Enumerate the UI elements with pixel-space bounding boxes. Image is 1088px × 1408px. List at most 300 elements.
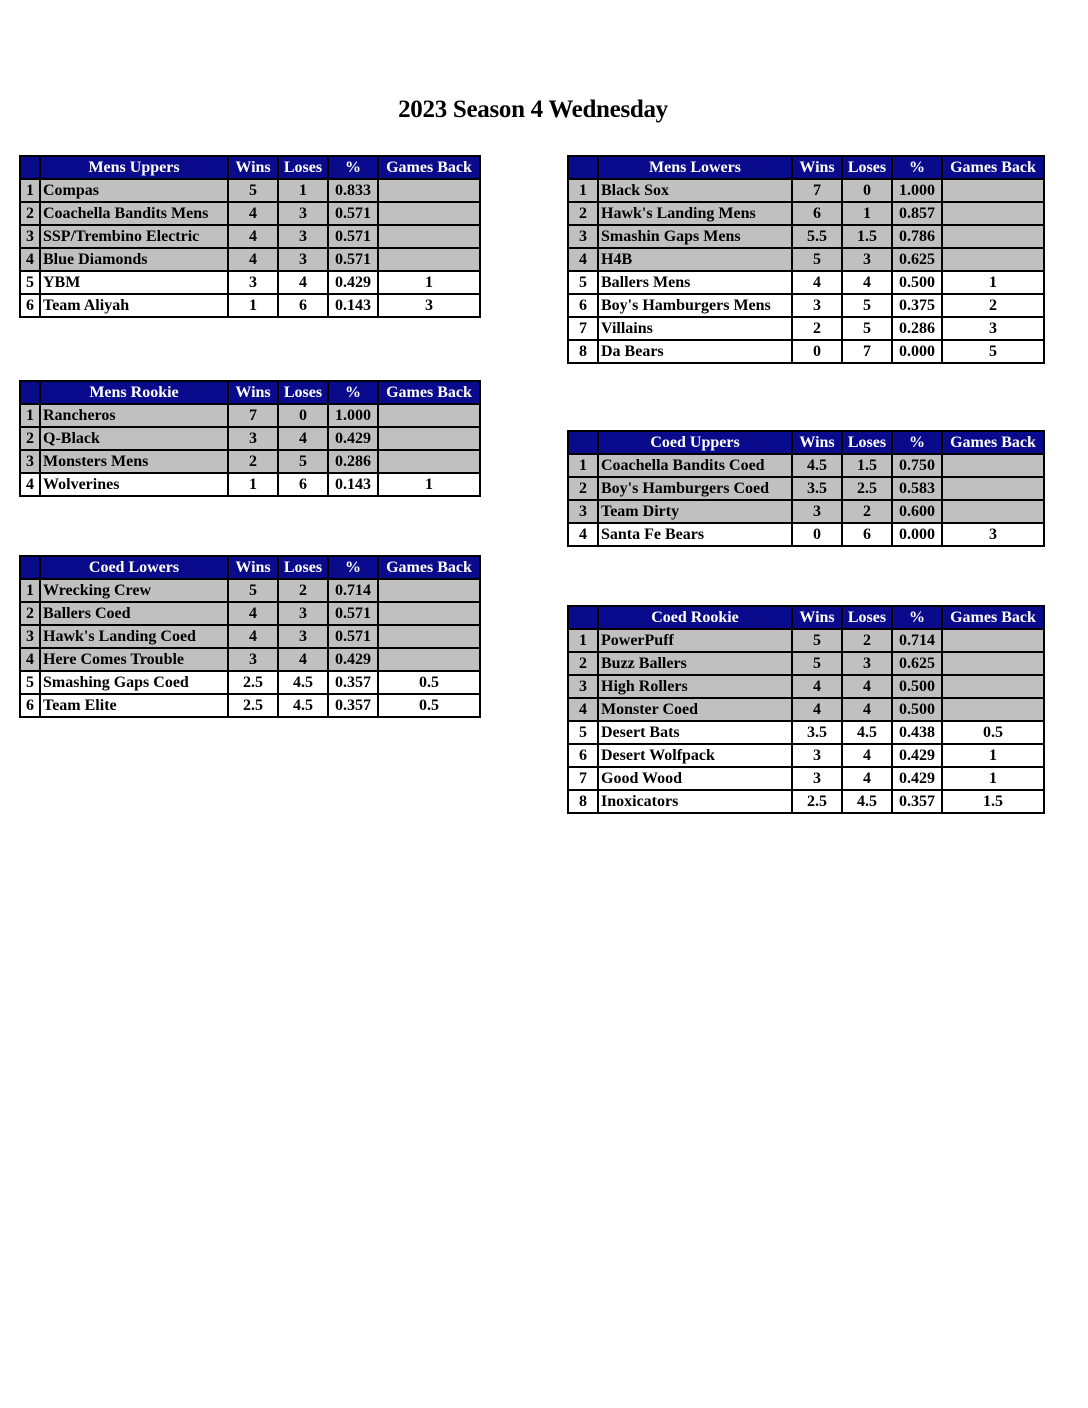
wins-cell: 3 — [228, 648, 278, 671]
rank-cell: 4 — [20, 248, 40, 271]
team-cell: Here Comes Trouble — [40, 648, 228, 671]
wins-cell: 0 — [792, 340, 842, 363]
table-row — [20, 404, 480, 427]
loses-cell: 0 — [842, 179, 892, 202]
rank-cell: 5 — [20, 271, 40, 294]
wins-cell: 5 — [228, 179, 278, 202]
games-back-cell — [378, 648, 480, 671]
rank-cell: 4 — [568, 523, 598, 546]
rank-cell: 8 — [568, 340, 598, 363]
table-row — [20, 625, 480, 648]
loses-cell: 1 — [842, 202, 892, 225]
wins-cell: 3 — [228, 271, 278, 294]
loses-header: Loses — [278, 381, 328, 404]
rank-cell: 3 — [20, 625, 40, 648]
pct-header: % — [892, 431, 942, 454]
loses-cell: 3 — [278, 625, 328, 648]
wins-cell: 5 — [792, 629, 842, 652]
table-row — [20, 648, 480, 671]
pct-cell: 0.286 — [892, 317, 942, 340]
table-row — [568, 698, 1044, 721]
wins-cell: 4 — [228, 248, 278, 271]
rank-cell: 3 — [568, 500, 598, 523]
pct-cell: 0.714 — [892, 629, 942, 652]
rank-header — [568, 606, 598, 629]
wins-cell: 4 — [792, 698, 842, 721]
games-back-header: Games Back — [942, 156, 1044, 179]
wins-cell: 3.5 — [792, 477, 842, 500]
pct-cell: 1.000 — [892, 179, 942, 202]
games-back-cell: 1 — [942, 767, 1044, 790]
wins-cell: 5 — [228, 579, 278, 602]
team-cell: Buzz Ballers — [598, 652, 792, 675]
table-row — [568, 767, 1044, 790]
games-back-cell — [378, 225, 480, 248]
loses-cell: 4.5 — [278, 671, 328, 694]
table-row — [568, 225, 1044, 248]
rank-cell: 4 — [568, 698, 598, 721]
rank-cell: 6 — [568, 744, 598, 767]
loses-cell: 3 — [278, 248, 328, 271]
team-cell: Team Aliyah — [40, 294, 228, 317]
table-row — [568, 248, 1044, 271]
rank-header — [568, 156, 598, 179]
loses-cell: 1.5 — [842, 454, 892, 477]
loses-header: Loses — [278, 156, 328, 179]
loses-cell: 0 — [278, 404, 328, 427]
wins-cell: 3.5 — [792, 721, 842, 744]
loses-cell: 4 — [842, 767, 892, 790]
games-back-cell — [378, 579, 480, 602]
team-cell: Santa Fe Bears — [598, 523, 792, 546]
loses-cell: 6 — [842, 523, 892, 546]
pct-header: % — [892, 606, 942, 629]
division-name: Mens Lowers — [598, 156, 792, 179]
games-back-cell: 1 — [942, 744, 1044, 767]
pct-cell: 0.625 — [892, 248, 942, 271]
pct-cell: 0.571 — [328, 625, 378, 648]
team-cell: Coachella Bandits Coed — [598, 454, 792, 477]
wins-header: Wins — [228, 556, 278, 579]
pct-cell: 0.438 — [892, 721, 942, 744]
team-cell: Wrecking Crew — [40, 579, 228, 602]
table-row — [568, 179, 1044, 202]
rank-cell: 1 — [568, 629, 598, 652]
team-cell: Da Bears — [598, 340, 792, 363]
loses-cell: 3 — [842, 652, 892, 675]
games-back-header: Games Back — [378, 156, 480, 179]
pct-cell: 0.357 — [892, 790, 942, 813]
pct-cell: 0.429 — [328, 271, 378, 294]
team-cell: Good Wood — [598, 767, 792, 790]
table-row — [568, 454, 1044, 477]
header-row — [568, 431, 1044, 454]
rank-header — [20, 156, 40, 179]
wins-cell: 2.5 — [228, 671, 278, 694]
pct-cell: 0.429 — [328, 427, 378, 450]
wins-header: Wins — [792, 156, 842, 179]
table-row — [20, 694, 480, 717]
pct-cell: 0.714 — [328, 579, 378, 602]
coed-rookie-table — [567, 605, 1045, 814]
loses-cell: 2 — [842, 629, 892, 652]
division-name: Coed Lowers — [40, 556, 228, 579]
rank-cell: 7 — [568, 767, 598, 790]
team-cell: Wolverines — [40, 473, 228, 496]
wins-cell: 0 — [792, 523, 842, 546]
table-row — [20, 602, 480, 625]
rank-cell: 3 — [20, 450, 40, 473]
games-back-header: Games Back — [378, 381, 480, 404]
header-row — [568, 156, 1044, 179]
wins-header: Wins — [228, 156, 278, 179]
team-cell: Blue Diamonds — [40, 248, 228, 271]
loses-cell: 2.5 — [842, 477, 892, 500]
wins-cell: 2 — [792, 317, 842, 340]
team-cell: Monster Coed — [598, 698, 792, 721]
header-row — [20, 381, 480, 404]
table-row — [568, 500, 1044, 523]
team-cell: SSP/Trembino Electric — [40, 225, 228, 248]
pct-cell: 0.375 — [892, 294, 942, 317]
table-row — [20, 225, 480, 248]
team-cell: Desert Bats — [598, 721, 792, 744]
table-row — [568, 340, 1044, 363]
pct-cell: 0.786 — [892, 225, 942, 248]
games-back-cell — [378, 404, 480, 427]
games-back-cell — [942, 179, 1044, 202]
games-back-cell — [942, 225, 1044, 248]
games-back-cell: 1 — [942, 271, 1044, 294]
rank-cell: 6 — [568, 294, 598, 317]
pct-cell: 0.625 — [892, 652, 942, 675]
wins-cell: 6 — [792, 202, 842, 225]
table-row — [568, 652, 1044, 675]
rank-cell: 1 — [568, 179, 598, 202]
team-cell: H4B — [598, 248, 792, 271]
pct-cell: 0.571 — [328, 602, 378, 625]
page-title: 2023 Season 4 Wednesday — [398, 96, 668, 123]
pct-cell: 0.750 — [892, 454, 942, 477]
coed-lowers-table — [19, 555, 481, 718]
wins-cell: 7 — [792, 179, 842, 202]
pct-cell: 0.429 — [892, 744, 942, 767]
games-back-cell — [942, 629, 1044, 652]
header-row — [20, 156, 480, 179]
wins-cell: 4 — [228, 225, 278, 248]
pct-cell: 0.143 — [328, 473, 378, 496]
wins-cell: 1 — [228, 473, 278, 496]
rank-cell: 3 — [568, 225, 598, 248]
pct-cell: 0.357 — [328, 671, 378, 694]
team-cell: Ballers Mens — [598, 271, 792, 294]
table-row — [568, 629, 1044, 652]
rank-cell: 8 — [568, 790, 598, 813]
team-cell: Team Dirty — [598, 500, 792, 523]
games-back-cell — [942, 698, 1044, 721]
table-row — [568, 790, 1044, 813]
table-row — [20, 179, 480, 202]
games-back-header: Games Back — [378, 556, 480, 579]
division-name: Coed Rookie — [598, 606, 792, 629]
games-back-cell: 1 — [378, 473, 480, 496]
table-row — [568, 721, 1044, 744]
rank-header — [20, 381, 40, 404]
team-cell: Inoxicators — [598, 790, 792, 813]
games-back-cell: 5 — [942, 340, 1044, 363]
wins-header: Wins — [792, 431, 842, 454]
header-row — [20, 556, 480, 579]
pct-cell: 1.000 — [328, 404, 378, 427]
loses-cell: 6 — [278, 294, 328, 317]
division-name: Mens Uppers — [40, 156, 228, 179]
wins-cell: 4 — [792, 675, 842, 698]
games-back-cell — [942, 652, 1044, 675]
wins-cell: 3 — [792, 744, 842, 767]
team-cell: Desert Wolfpack — [598, 744, 792, 767]
games-back-cell — [942, 248, 1044, 271]
loses-cell: 4 — [842, 271, 892, 294]
rank-cell: 6 — [20, 694, 40, 717]
rank-cell: 3 — [20, 225, 40, 248]
games-back-cell: 0.5 — [942, 721, 1044, 744]
table-row — [20, 671, 480, 694]
rank-cell: 2 — [568, 477, 598, 500]
games-back-cell: 0.5 — [378, 694, 480, 717]
pct-cell: 0.833 — [328, 179, 378, 202]
games-back-cell: 3 — [942, 523, 1044, 546]
wins-cell: 7 — [228, 404, 278, 427]
games-back-cell — [378, 427, 480, 450]
loses-cell: 4 — [278, 271, 328, 294]
table-row — [568, 744, 1044, 767]
games-back-cell — [378, 450, 480, 473]
loses-cell: 4.5 — [842, 790, 892, 813]
games-back-cell — [942, 500, 1044, 523]
team-cell: Coachella Bandits Mens — [40, 202, 228, 225]
loses-cell: 3 — [842, 248, 892, 271]
mens-uppers-table — [19, 155, 481, 318]
rank-cell: 4 — [20, 648, 40, 671]
pct-cell: 0.286 — [328, 450, 378, 473]
pct-cell: 0.500 — [892, 698, 942, 721]
team-cell: Villains — [598, 317, 792, 340]
mens-lowers-table — [567, 155, 1045, 364]
table-row — [568, 675, 1044, 698]
wins-cell: 4 — [228, 625, 278, 648]
games-back-cell — [378, 602, 480, 625]
table-row — [20, 248, 480, 271]
table-row — [568, 523, 1044, 546]
games-back-cell — [942, 454, 1044, 477]
wins-cell: 3 — [228, 427, 278, 450]
pct-header: % — [328, 381, 378, 404]
table-row — [568, 317, 1044, 340]
pct-cell: 0.571 — [328, 225, 378, 248]
loses-header: Loses — [842, 431, 892, 454]
games-back-cell — [378, 179, 480, 202]
loses-cell: 4 — [842, 698, 892, 721]
pct-cell: 0.000 — [892, 340, 942, 363]
loses-cell: 4 — [278, 427, 328, 450]
rank-cell: 7 — [568, 317, 598, 340]
loses-cell: 2 — [278, 579, 328, 602]
pct-cell: 0.357 — [328, 694, 378, 717]
division-name: Coed Uppers — [598, 431, 792, 454]
loses-cell: 3 — [278, 602, 328, 625]
rank-cell: 5 — [568, 721, 598, 744]
loses-cell: 5 — [278, 450, 328, 473]
header-row — [568, 606, 1044, 629]
pct-header: % — [892, 156, 942, 179]
rank-header — [20, 556, 40, 579]
team-cell: YBM — [40, 271, 228, 294]
pct-cell: 0.600 — [892, 500, 942, 523]
wins-cell: 2.5 — [792, 790, 842, 813]
rank-cell: 1 — [20, 179, 40, 202]
wins-cell: 4 — [228, 602, 278, 625]
wins-cell: 5 — [792, 248, 842, 271]
rank-cell: 4 — [20, 473, 40, 496]
coed-uppers-table — [567, 430, 1045, 547]
games-back-cell — [942, 477, 1044, 500]
team-cell: Rancheros — [40, 404, 228, 427]
loses-cell: 5 — [842, 294, 892, 317]
games-back-header: Games Back — [942, 431, 1044, 454]
wins-cell: 3 — [792, 500, 842, 523]
games-back-cell — [942, 202, 1044, 225]
rank-cell: 2 — [20, 202, 40, 225]
loses-cell: 4 — [842, 675, 892, 698]
loses-cell: 4 — [842, 744, 892, 767]
loses-cell: 1.5 — [842, 225, 892, 248]
pct-cell: 0.571 — [328, 248, 378, 271]
team-cell: Hawk's Landing Coed — [40, 625, 228, 648]
team-cell: Boy's Hamburgers Coed — [598, 477, 792, 500]
pct-cell: 0.571 — [328, 202, 378, 225]
team-cell: Boy's Hamburgers Mens — [598, 294, 792, 317]
team-cell: Q-Black — [40, 427, 228, 450]
table-row — [20, 450, 480, 473]
rank-cell: 1 — [20, 579, 40, 602]
wins-cell: 1 — [228, 294, 278, 317]
pct-cell: 0.500 — [892, 675, 942, 698]
rank-cell: 2 — [20, 427, 40, 450]
games-back-cell: 0.5 — [378, 671, 480, 694]
pct-cell: 0.857 — [892, 202, 942, 225]
pct-header: % — [328, 156, 378, 179]
team-cell: Smashing Gaps Coed — [40, 671, 228, 694]
pct-cell: 0.500 — [892, 271, 942, 294]
team-cell: Hawk's Landing Mens — [598, 202, 792, 225]
pct-cell: 0.429 — [892, 767, 942, 790]
loses-cell: 5 — [842, 317, 892, 340]
team-cell: Ballers Coed — [40, 602, 228, 625]
team-cell: Compas — [40, 179, 228, 202]
wins-cell: 4 — [792, 271, 842, 294]
wins-cell: 3 — [792, 294, 842, 317]
wins-header: Wins — [792, 606, 842, 629]
team-cell: Team Elite — [40, 694, 228, 717]
rank-cell: 3 — [568, 675, 598, 698]
games-back-cell — [378, 248, 480, 271]
games-back-header: Games Back — [942, 606, 1044, 629]
loses-cell: 6 — [278, 473, 328, 496]
table-row — [568, 477, 1044, 500]
pct-cell: 0.583 — [892, 477, 942, 500]
rank-header — [568, 431, 598, 454]
loses-cell: 7 — [842, 340, 892, 363]
wins-cell: 2 — [228, 450, 278, 473]
games-back-cell — [378, 202, 480, 225]
mens-rookie-table — [19, 380, 481, 497]
team-cell: Smashin Gaps Mens — [598, 225, 792, 248]
loses-header: Loses — [842, 606, 892, 629]
wins-cell: 5.5 — [792, 225, 842, 248]
wins-cell: 4.5 — [792, 454, 842, 477]
table-row — [20, 473, 480, 496]
pct-cell: 0.143 — [328, 294, 378, 317]
rank-cell: 1 — [568, 454, 598, 477]
games-back-cell — [378, 625, 480, 648]
loses-cell: 4.5 — [278, 694, 328, 717]
wins-cell: 5 — [792, 652, 842, 675]
table-row — [20, 427, 480, 450]
loses-cell: 3 — [278, 225, 328, 248]
table-row — [568, 294, 1044, 317]
rank-cell: 2 — [568, 652, 598, 675]
team-cell: High Rollers — [598, 675, 792, 698]
loses-cell: 1 — [278, 179, 328, 202]
rank-cell: 2 — [20, 602, 40, 625]
team-cell: Black Sox — [598, 179, 792, 202]
table-row — [20, 579, 480, 602]
games-back-cell: 3 — [942, 317, 1044, 340]
wins-header: Wins — [228, 381, 278, 404]
team-cell: PowerPuff — [598, 629, 792, 652]
pct-cell: 0.429 — [328, 648, 378, 671]
games-back-cell: 3 — [378, 294, 480, 317]
table-row — [568, 271, 1044, 294]
table-row — [20, 294, 480, 317]
pct-header: % — [328, 556, 378, 579]
rank-cell: 1 — [20, 404, 40, 427]
wins-cell: 3 — [792, 767, 842, 790]
team-cell: Monsters Mens — [40, 450, 228, 473]
wins-cell: 4 — [228, 202, 278, 225]
loses-header: Loses — [842, 156, 892, 179]
loses-cell: 3 — [278, 202, 328, 225]
loses-cell: 4.5 — [842, 721, 892, 744]
table-row — [568, 202, 1044, 225]
loses-cell: 2 — [842, 500, 892, 523]
games-back-cell: 1 — [378, 271, 480, 294]
division-name: Mens Rookie — [40, 381, 228, 404]
games-back-cell: 2 — [942, 294, 1044, 317]
games-back-cell — [942, 675, 1044, 698]
rank-cell: 5 — [568, 271, 598, 294]
table-row — [20, 271, 480, 294]
rank-cell: 4 — [568, 248, 598, 271]
loses-header: Loses — [278, 556, 328, 579]
games-back-cell: 1.5 — [942, 790, 1044, 813]
rank-cell: 5 — [20, 671, 40, 694]
table-row — [20, 202, 480, 225]
rank-cell: 2 — [568, 202, 598, 225]
loses-cell: 4 — [278, 648, 328, 671]
pct-cell: 0.000 — [892, 523, 942, 546]
wins-cell: 2.5 — [228, 694, 278, 717]
